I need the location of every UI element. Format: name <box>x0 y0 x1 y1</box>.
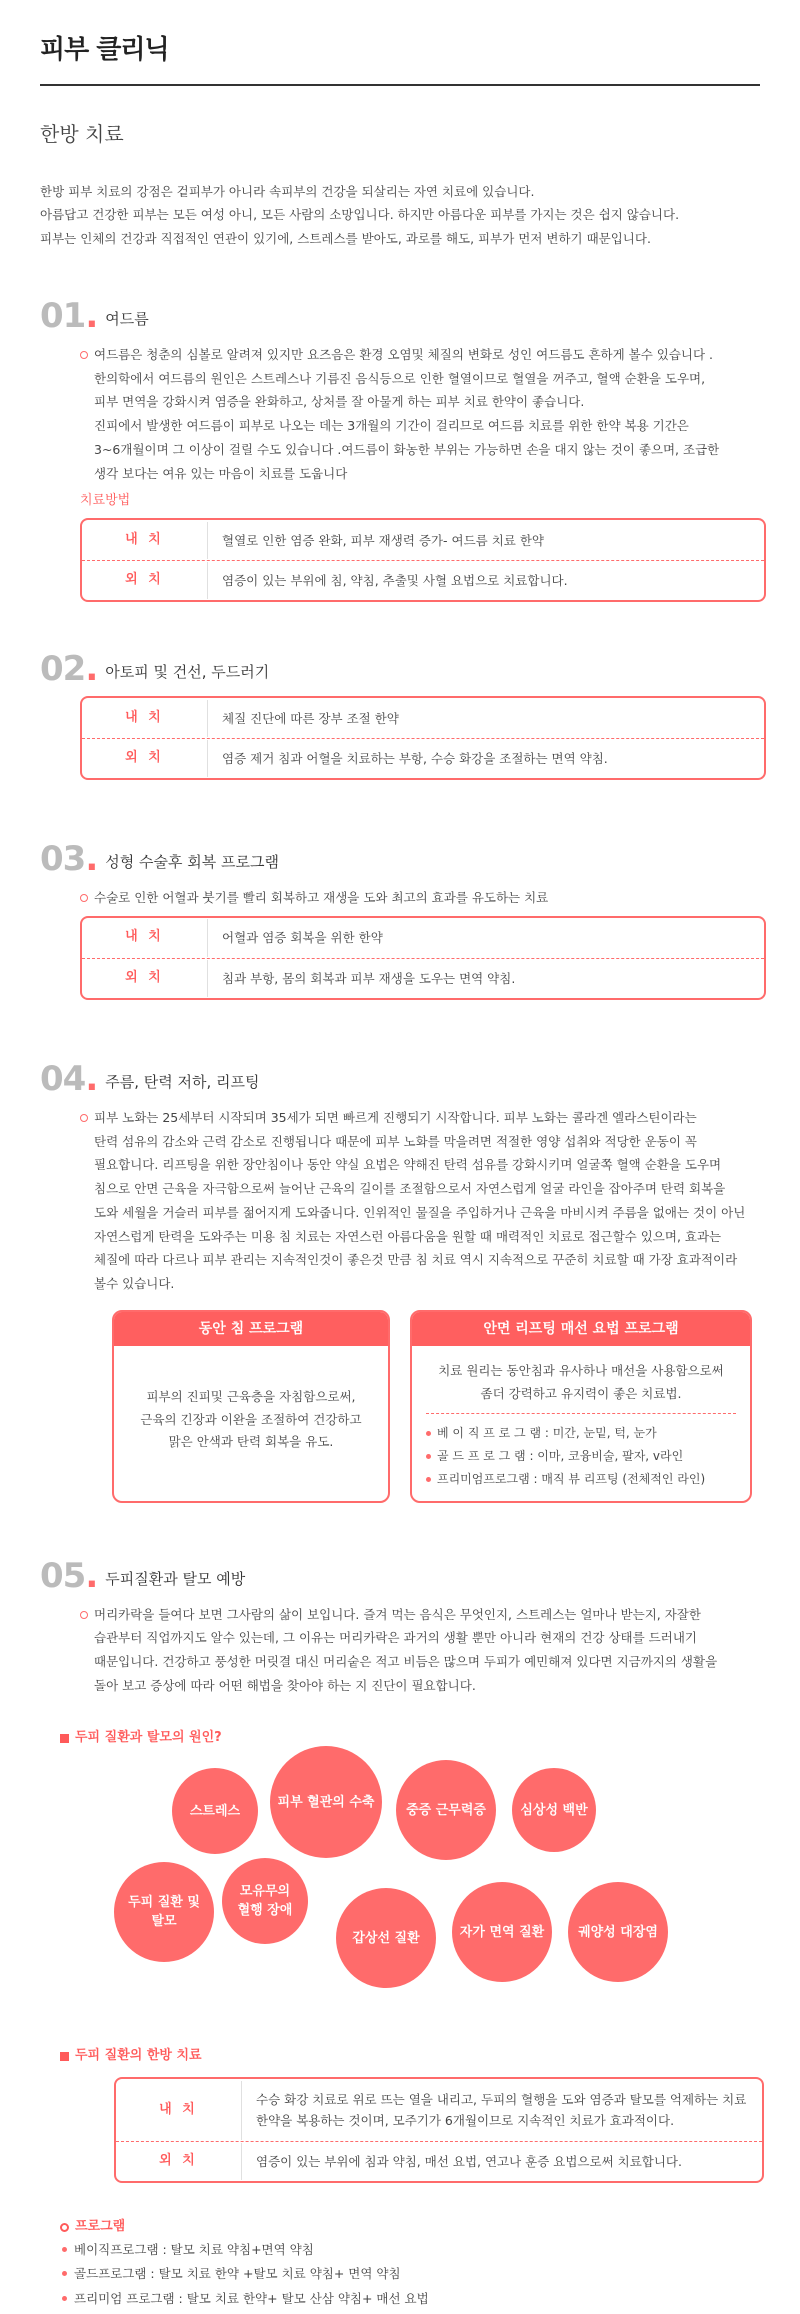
section-header <box>40 839 760 880</box>
treatment-key: 외 치 <box>125 750 164 766</box>
cause-bubble: 갑상선 질환 <box>336 1888 436 1988</box>
page-title: 피부 클리닉 <box>40 35 169 65</box>
page-subtitle: 한방 치료 <box>40 121 124 146</box>
cause-bubble: 두피 질환 및 탈모 <box>114 1862 214 1962</box>
treatment-table <box>114 2077 764 2183</box>
section-description: 머리카락을 들여다 보면 그사람의 삶이 보입니다. 즐겨 먹는 음식은 무엇인지, 스트레스는 얼마나 받는지, 자잘한 습관부터 직업까지도 알수 있는데, 그 이유는 머리카락은 과거의 생활 뿐만 아니라 현재의 건강 상태를 드러내기 때문입니다. 건강하고 풍성한 머릿결 대신 머리숱은 적고 비듬은 많으며 두피가 예민해져 있다면 지금까지의 생활을 돌아 보고 증상에 따라 어떤 해법을 찾아야 하는 지 진단이 필요합니다. <box>80 1603 760 1698</box>
treatment-key: 내 치 <box>125 929 164 945</box>
cause-heading: 두피 질환과 탈모의 원인? <box>60 1728 760 1749</box>
program-option: 프리미엄프로그램 : 매직 뷰 리프팅 (전체적인 라인) <box>426 1468 736 1491</box>
section-number: 02. <box>40 649 98 690</box>
treatment-value: 어혈과 염증 회복을 위한 한약 <box>207 919 764 956</box>
section-header <box>40 295 760 336</box>
section-atopy <box>40 649 760 780</box>
treatment-key: 내 치 <box>159 2101 198 2117</box>
treatment-row <box>82 918 764 958</box>
section-title: 아토피 및 건선, 두드러기 <box>105 663 270 682</box>
treatment-row <box>82 560 764 600</box>
cause-bubble: 중증 근무력증 <box>396 1760 496 1860</box>
section-post-surgery <box>40 839 760 1000</box>
treatment-table <box>80 518 766 602</box>
method-label: 치료방법 <box>80 493 131 509</box>
circle-icon <box>60 2223 69 2232</box>
treatment-value: 염증 제거 침과 어혈을 치료하는 부항, 수승 화강을 조절하는 면역 약침. <box>207 740 764 777</box>
section-scalp <box>40 1555 760 2312</box>
treatment-row <box>82 520 764 560</box>
section-title: 성형 수술후 회복 프로그램 <box>105 853 279 872</box>
intro-line: 피부는 인체의 건강과 직접적인 연관이 있기에, 스트레스를 받아도, 과로를 해도, 피부가 먼저 변하기 때문입니다. <box>40 231 651 247</box>
program-option: 베 이 직 프 로 그 램 : 미간, 눈밑, 턱, 눈가 <box>426 1422 736 1445</box>
treatment-heading: 두피 질환의 한방 치료 <box>60 2046 760 2067</box>
cause-bubble: 스트레스 <box>172 1768 258 1854</box>
treatment-value: 염증이 있는 부위에 침과 약침, 매선 요법, 연고나 훈증 요법으로써 치료합니다. <box>241 2143 762 2180</box>
treatment-row <box>116 2141 762 2181</box>
program-heading: 프로그램 <box>60 2217 760 2238</box>
treatment-row <box>82 738 764 778</box>
section-description: 수술로 인한 어혈과 붓기를 빨리 회복하고 재생을 도와 최고의 효과를 유도하는 치료 <box>80 886 760 910</box>
cause-bubble: 궤양성 대장염 <box>568 1882 668 1982</box>
intro-text <box>40 180 760 251</box>
cause-bubble: 모유무의 혈행 장애 <box>222 1858 308 1944</box>
treatment-row <box>82 958 764 998</box>
intro-line: 아름답고 건강한 피부는 모든 여성 아니, 모든 사람의 소망입니다. 하지만 아름다운 피부를 가지는 것은 쉽지 않습니다. <box>40 207 680 223</box>
cause-bubble: 자가 면역 질환 <box>452 1882 552 1982</box>
treatment-key: 외 치 <box>125 572 164 588</box>
program-card-dongan <box>112 1310 390 1503</box>
program-item: 베이직프로그램 : 탈모 치료 약침+면역 약침 <box>60 2238 760 2262</box>
program-card-lifting <box>410 1310 752 1503</box>
section-header <box>40 649 760 690</box>
title-rule <box>40 84 760 86</box>
section-description: 여드름은 청춘의 심볼로 알려져 있지만 요즈음은 환경 오염및 체질의 변화로 성인 여드름도 흔하게 볼수 있습니다 . 한의학에서 여드름의 원인은 스트레스나 기름진 음식등으로 인한 혈열이므로 혈열을 꺼주고, 혈액 순환을 도우며, 피부 면역을 강화시켜 염증을 완화하고, 상처를 잘 아물게 하는 피부 치료 한약이 좋습니다. 진피에서 발생한 여드름이 피부로 나오는 데는 3개월의 기간이 걸리므로 여드름 치료를 위한 한약 복용 기간은 3~6개월이며 그 이상이 걸릴 수도 있습니다 .여드름이 화농한 부위는 가능하면 손을 대지 않는 것이 좋으며, 조급한 생각 보다는 여유 있는 마음이 치료를 도웁니다 <box>80 343 760 486</box>
section-header <box>40 1058 760 1099</box>
program-option-list <box>426 1413 736 1500</box>
square-icon <box>60 1734 69 1743</box>
section-number: 05. <box>40 1555 98 1596</box>
cause-bubble: 피부 혈관의 수축 <box>270 1746 382 1858</box>
section-number: 01. <box>40 295 98 336</box>
treatment-key: 내 치 <box>125 709 164 725</box>
section-number: 03. <box>40 839 98 880</box>
program-card-text: 피부의 진피및 근육층을 자침함으로써, 근육의 긴장과 이완을 조절하여 건강하고 맑은 안색과 탄력 회복을 유도. <box>140 1389 362 1450</box>
program-option: 골 드 프 로 그 램 : 이마, 코융비술, 팔자, v라인 <box>426 1445 736 1468</box>
square-icon <box>60 2052 69 2061</box>
section-acne <box>40 295 760 602</box>
treatment-key: 내 치 <box>125 531 164 547</box>
program-list <box>60 2217 760 2311</box>
treatment-row <box>116 2079 762 2141</box>
program-cards <box>112 1310 760 1503</box>
treatment-value: 체질 진단에 따른 장부 조절 한약 <box>207 700 764 737</box>
program-item: 골드프로그램 : 탈모 치료 한약 +탈모 치료 약침+ 면역 약침 <box>60 2262 760 2286</box>
section-wrinkles <box>40 1058 760 1503</box>
cause-bubbles <box>60 1758 760 2028</box>
program-item: 프리미엄 프로그램 : 탈모 치료 한약+ 탈모 산삼 약침+ 매선 요법 <box>60 2287 760 2311</box>
section-description: 피부 노화는 25세부터 시작되며 35세가 되면 빠르게 진행되기 시작합니다. 피부 노화는 콜라겐 엘라스틴이라는 탄력 섬유의 감소와 근력 감소로 진행됩니다 때문에 피부 노화를 막을려면 적절한 영양 섭취와 적당한 운동이 꼭 필요합니다. 리프팅을 위한 장안침이나 동안 약실 요법은 약해진 탄력 섬유를 강화시키며 얼굴쪽 혈액 순환을 도우며 침으로 안면 근육을 자극함으로써 늘어난 근육의 길이를 조절함으로서 자연스럽게 얼굴 라인을 잡아주며 탄력 회복을 도와 세월을 거슬러 피부를 젊어지게 도와줍니다. 인위적인 물질을 주입하거나 근육을 마비시켜 주름을 없애는 것이 아닌 자연스럽게 탄력을 도와주는 미용 침 치료는 자연스런 아름다움을 원할 때 매력적인 치료로 접근할수 있으며, 효과는 체질에 따라 다르나 피부 관리는 지속적인것이 좋은것 만큼 침 치료 역시 지속적으로 꾸준히 치료할 때 가장 효과적이라 볼수 있습니다. <box>80 1106 760 1296</box>
program-card-title: 안면 리프팅 매선 요법 프로그램 <box>412 1312 750 1346</box>
section-number: 04. <box>40 1058 98 1099</box>
section-title: 여드름 <box>105 309 149 328</box>
section-title: 두피질환과 탈모 예방 <box>105 1569 246 1588</box>
section-title: 주름, 탄력 저하, 리프팅 <box>105 1072 260 1091</box>
cause-bubble: 심상성 백반 <box>512 1768 596 1852</box>
program-card-text: 치료 원리는 동안침과 유사하나 매선을 사용함으로써 좀더 강력하고 유지력이 좋은 치료법. <box>438 1363 724 1401</box>
treatment-table <box>80 916 766 1000</box>
intro-line: 한방 피부 치료의 강점은 겉피부가 아니라 속피부의 건강을 되살리는 자연 치료에 있습니다. <box>40 183 535 199</box>
treatment-value: 침과 부항, 몸의 회복과 피부 재생을 도우는 면역 약침. <box>207 960 764 997</box>
treatment-row <box>82 698 764 738</box>
section-header <box>40 1555 760 1596</box>
treatment-value: 수승 화강 치료로 위로 뜨는 열을 내리고, 두피의 혈행을 도와 염증과 탈모를 억제하는 치료 한약을 복용하는 것이며, 모주기가 6개월이므로 지속적인 치료가 효과적이다. <box>241 2081 762 2140</box>
treatment-value: 혈열로 인한 염증 완화, 피부 재생력 증가- 여드름 치료 한약 <box>207 522 764 559</box>
treatment-table <box>80 696 766 780</box>
treatment-key: 외 치 <box>125 969 164 985</box>
program-card-title: 동안 침 프로그램 <box>114 1312 388 1346</box>
treatment-value: 염증이 있는 부위에 침, 약침, 추출및 사혈 요법으로 치료합니다. <box>207 562 764 599</box>
treatment-key: 외 치 <box>159 2153 198 2169</box>
